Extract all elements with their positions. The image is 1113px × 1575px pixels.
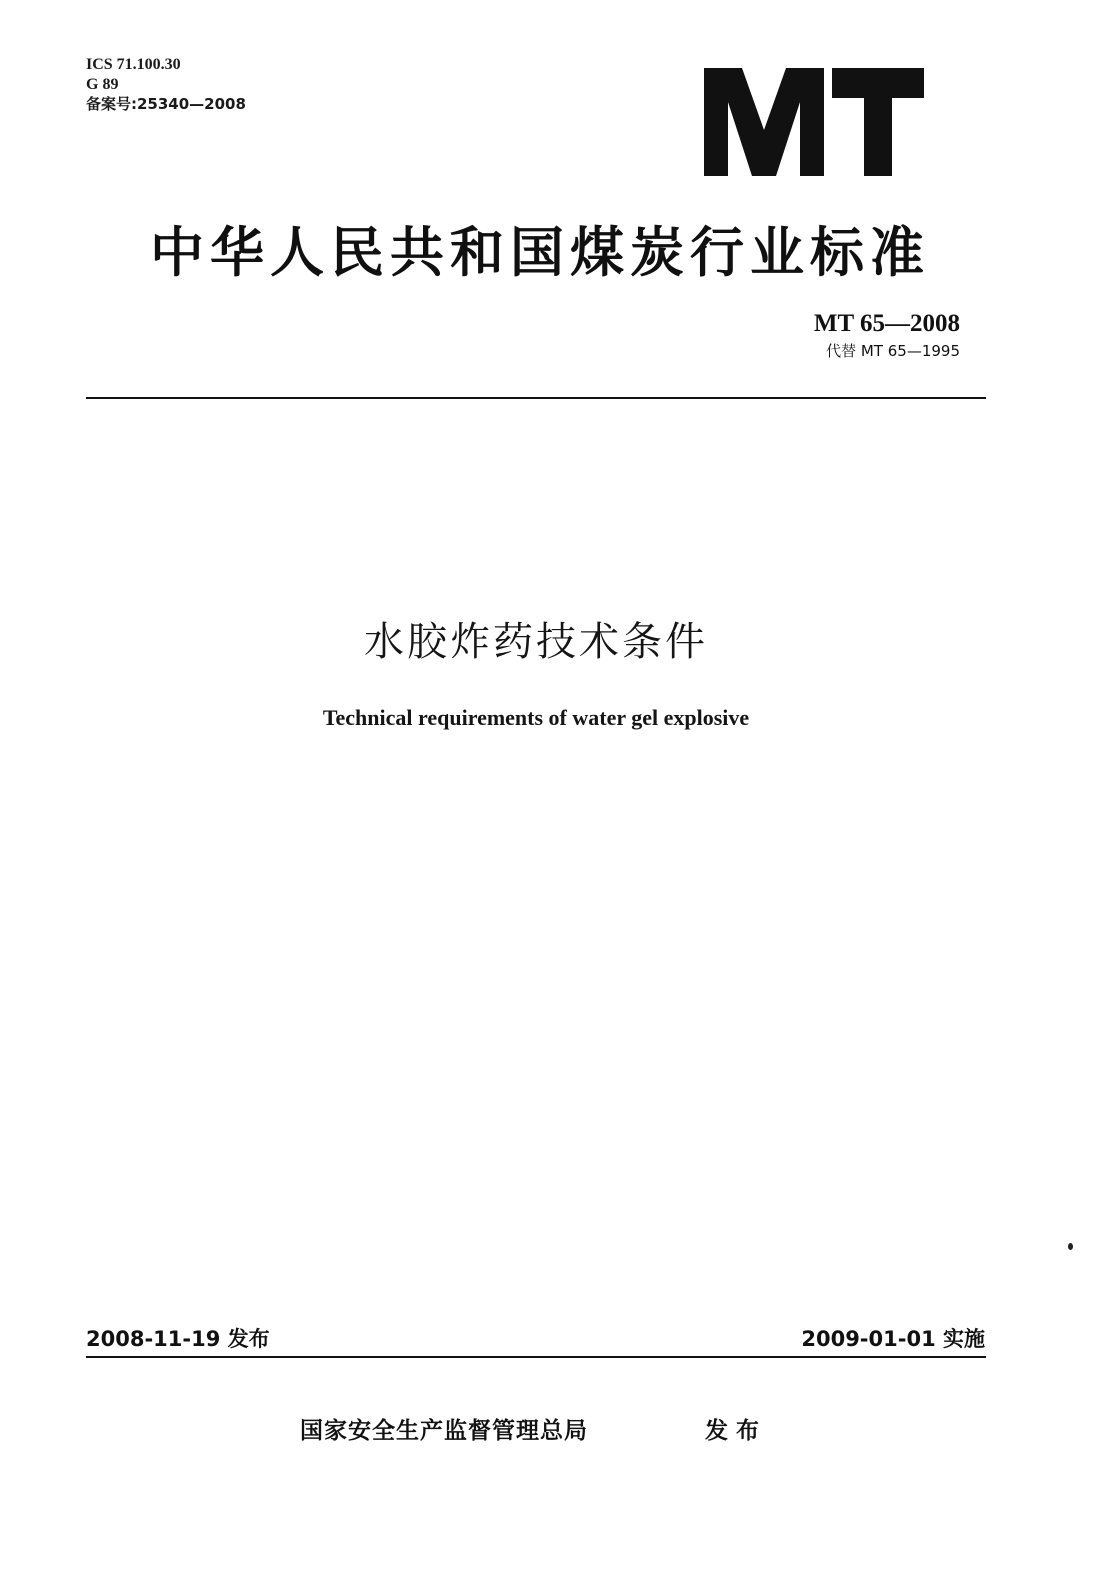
ics-code: ICS 71.100.30 bbox=[86, 56, 181, 73]
bottom-divider bbox=[86, 1356, 986, 1358]
scan-speck bbox=[1068, 1243, 1073, 1250]
issuer-action: 发布 bbox=[705, 1418, 767, 1444]
issuing-authority: 国家安全生产监督管理总局 bbox=[300, 1418, 588, 1444]
top-divider bbox=[86, 397, 986, 399]
document-title-english: Technical requirements of water gel explosive bbox=[322, 705, 750, 730]
implementation-date: 2009-01-01 实施 bbox=[801, 1327, 985, 1351]
mt-logo bbox=[704, 68, 928, 180]
document-title-chinese: 水胶炸药技术条件 bbox=[364, 619, 708, 665]
national-standard-title: 中华人民共和国煤炭行业标准 bbox=[150, 221, 930, 284]
classification-code: G 89 bbox=[86, 76, 119, 93]
registration-number: 备案号:25340—2008 bbox=[86, 95, 246, 113]
issue-date: 2008-11-19 发布 bbox=[86, 1327, 270, 1351]
replaced-standard: 代替 MT 65—1995 bbox=[826, 342, 960, 360]
standard-number: MT 65—2008 bbox=[813, 310, 960, 337]
